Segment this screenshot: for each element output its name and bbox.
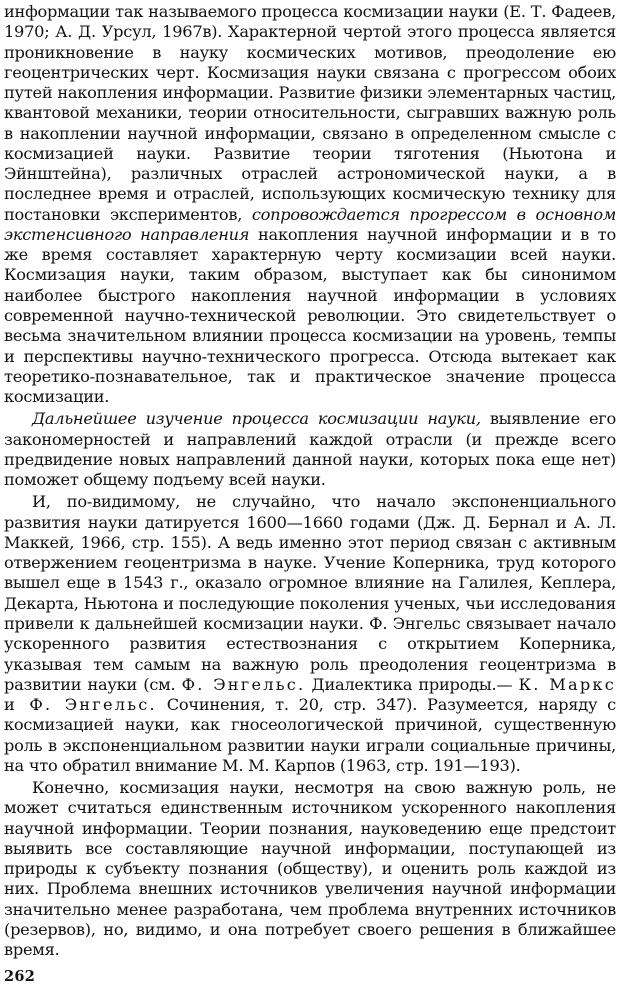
paragraph-3-author-engels: Ф. Энгельс.: [181, 674, 306, 694]
paragraph-1: [4, 2, 616, 407]
paragraph-4-text: Конечно, космизация науки, несмотря на свою важную роль, не может считаться единственным источником ускоренного накопления научной информации. Теории познания, науковедению еще предстоит выявить все составляющие научной информации, поступающей из природы к субъекту познания (обществу), и оценить роль каждой из них. Проблема внешних источников увеличения научной информации значительно менее разработана, чем проблема внутренних источников (резервов), но, видимо, и она потребует своего решения в ближайшее время.: [4, 778, 616, 960]
paragraph-1-italic: сопровождается прогрессом в основном экстенсивного направления: [4, 204, 616, 244]
paragraph-3-part-a: И, по-видимому, не случайно, что начало экспоненциального развития науки датируется 1600—1660 годами (Дж. Д. Бернал и А. Л. Маккей, 1966, стр. 155). А ведь именно этот период связан с активным отвержением геоцентризма в науке. Учение Коперника, труд которого вышел еще в 1543 г., оказало огромное влияние на Галилея, Кеплера, Декарта, Ньютона и последующие поколения ученых, чьи исследования привели к дальнейшей космизации науки. Ф. Энгельс связывает начало ускоренного развития естествознания с открытием Коперника, указывая тем самым на важную роль преодоления геоцентризма в развитии науки (см.: [4, 492, 616, 694]
paragraph-2: [4, 409, 616, 490]
paragraph-3-part-e: Сочинения, т. 20, стр. 347). Разумеется, наряду с космизацией науки, как гносеологической причиной, существенную роль в экспоненциальном развитии науки играли социальные причины, на что обратил внимание М. М. Карпов (1963, стр. 191—193).: [4, 695, 616, 775]
paragraph-2-part-b: выявление его закономерностей и направлений каждой отрасли (и прежде всего предвидение новых направлений данной науки, которых пока еще нет) поможет общему подъему всей науки.: [4, 409, 616, 490]
page-number: 262: [4, 968, 36, 985]
paragraph-3: [4, 492, 616, 776]
paragraph-2-italic: Дальнейшее изучение процесса космизации науки,: [32, 409, 481, 429]
body-text: [4, 2, 616, 960]
paragraph-1-part-a: информации так называемого процесса космизации науки (Е. Т. Фадеев, 1970; А. Д. Урсул, 1967в). Характерной чертой этого процесса является проникновение в науку космических мотивов, преодоление ею геоцентрических черт. Космизация науки связана с прогрессом обоих путей накопления информации. Развитие физики элементарных частиц, квантовой механики, теории относительности, сыгравших важную роль в накоплении научной информации, связано в определенном смысле с космизацией науки. Развитие теории тяготения (Ньютона и Эйнштейна), различных отраслей астрономической науки, а в последнее время и отраслей, использующих космическую технику для постановки экспериментов,: [4, 2, 616, 224]
paragraph-4: [4, 778, 616, 960]
paragraph-1-part-c: накопления научной информации и в то же время составляет характерную черту космизации всей науки. Космизация науки, таким образом, выступает как бы синонимом наиболее быстрого накопления научной информации в условиях современной научно-технической революции. Это свидетельствует о весьма значительном влиянии процесса космизации на уровень, темпы и перспективы научно-технического прогресса. Отсюда вытекает как теоретико-познавательное, так и практическое значение процесса космизации.: [4, 224, 616, 407]
paragraph-3-part-c: Диалектика природы.—: [305, 674, 519, 694]
paragraph-3-authors-marx-engels: К. Маркс и Ф. Энгельс.: [4, 674, 616, 715]
